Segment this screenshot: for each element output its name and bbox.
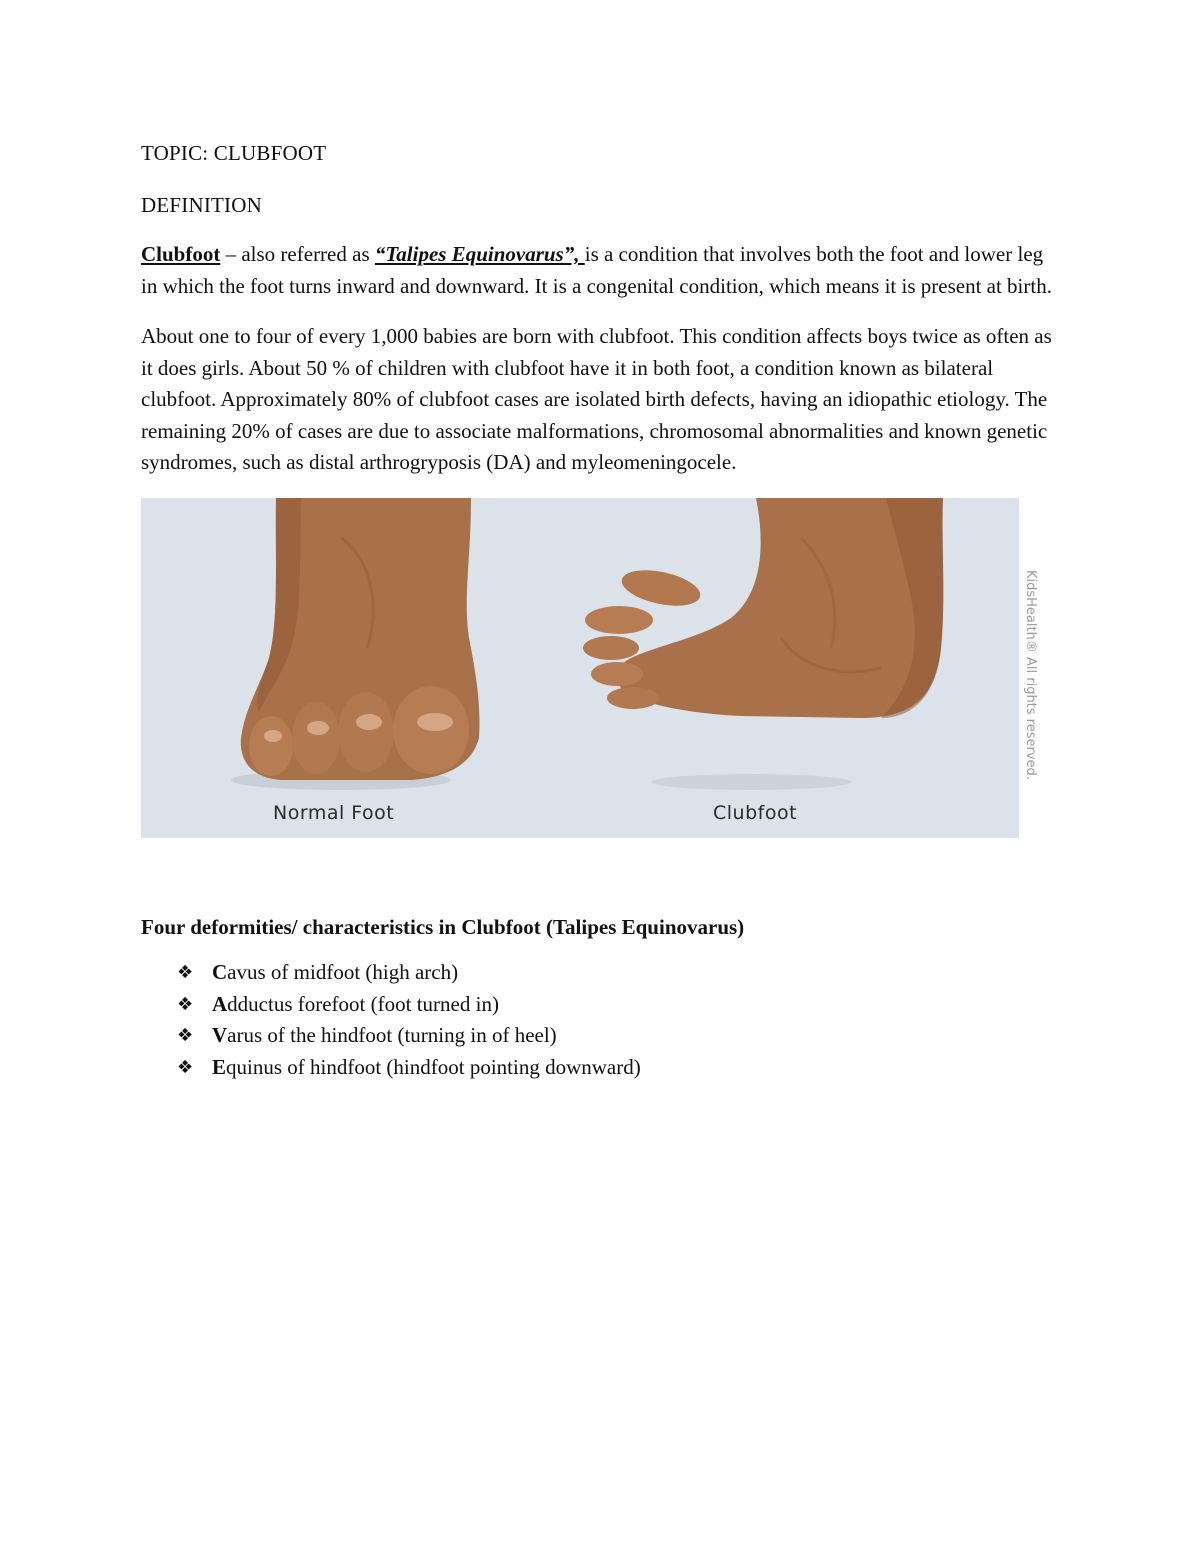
definition-rest: is a condition that involves both the foot and lower leg in which the foot turns inward and downward. It is a congenital condition, which means it is present at birth. — [141, 242, 1052, 298]
diamond-bullet-icon: ❖ — [177, 962, 194, 983]
normal-foot-caption: Normal Foot — [273, 801, 395, 824]
clubfoot-shadow — [651, 774, 851, 790]
document-page — [141, 138, 1061, 1083]
clubfoot-caption: Clubfoot — [713, 801, 798, 824]
diamond-bullet-icon: ❖ — [177, 1025, 194, 1046]
image-credit: KidsHealth® All rights reserved. — [1023, 570, 1038, 780]
diamond-bullet-icon: ❖ — [177, 1056, 194, 1078]
item-lead-letter: A — [212, 991, 228, 1016]
item-text: avus of midfoot (high arch) — [227, 960, 459, 984]
features-heading: Four deformities/ characteristics in Clubfoot (Talipes Equinovarus) — [141, 914, 745, 939]
normal-foot-drawing — [241, 498, 480, 780]
item-lead-letter: E — [212, 1054, 227, 1079]
list-item — [177, 1020, 1061, 1052]
term-talipes-equinovarus: “Talipes Equinovarus”, — [374, 242, 585, 266]
list-item — [177, 989, 1061, 1021]
list-item — [177, 957, 1061, 989]
features-list — [141, 957, 1061, 1083]
foot-illustration — [141, 498, 1019, 838]
term-clubfoot: Clubfoot — [141, 242, 221, 266]
foot-illustration-art — [141, 498, 1019, 838]
diamond-bullet-icon: ❖ — [177, 993, 194, 1015]
item-text: arus of the hindfoot (turning in of heel) — [227, 1023, 557, 1047]
item-lead-letter: V — [212, 1023, 228, 1047]
definition-heading: DEFINITION — [141, 192, 262, 217]
prevalence-paragraph: About one to four of every 1,000 babies are born with clubfoot. This condition affects boys twice as often as it does girls. About 50 % of children with clubfoot have it in both foot, a condition known as bilateral clubfoot. Approximately 80% of clubfoot cases are isolated birth defects, having an idiopathic etiology. The remaining 20% of cases are due to associate malformations, chromosomal abnormalities and known genetic syndromes, such as distal arthrogryposis (DA) and myleomeningocele. — [141, 324, 1052, 474]
definition-paragraph — [141, 239, 1061, 302]
list-item — [177, 1052, 1061, 1084]
item-lead-letter: C — [212, 960, 228, 984]
definition-dash: – also referred as — [220, 242, 375, 266]
clubfoot-drawing — [583, 498, 943, 718]
topic-title: TOPIC: CLUBFOOT — [141, 141, 327, 165]
item-text: dductus forefoot (foot turned in) — [227, 991, 499, 1016]
item-text: quinus of hindfoot (hindfoot pointing downward) — [226, 1054, 641, 1079]
